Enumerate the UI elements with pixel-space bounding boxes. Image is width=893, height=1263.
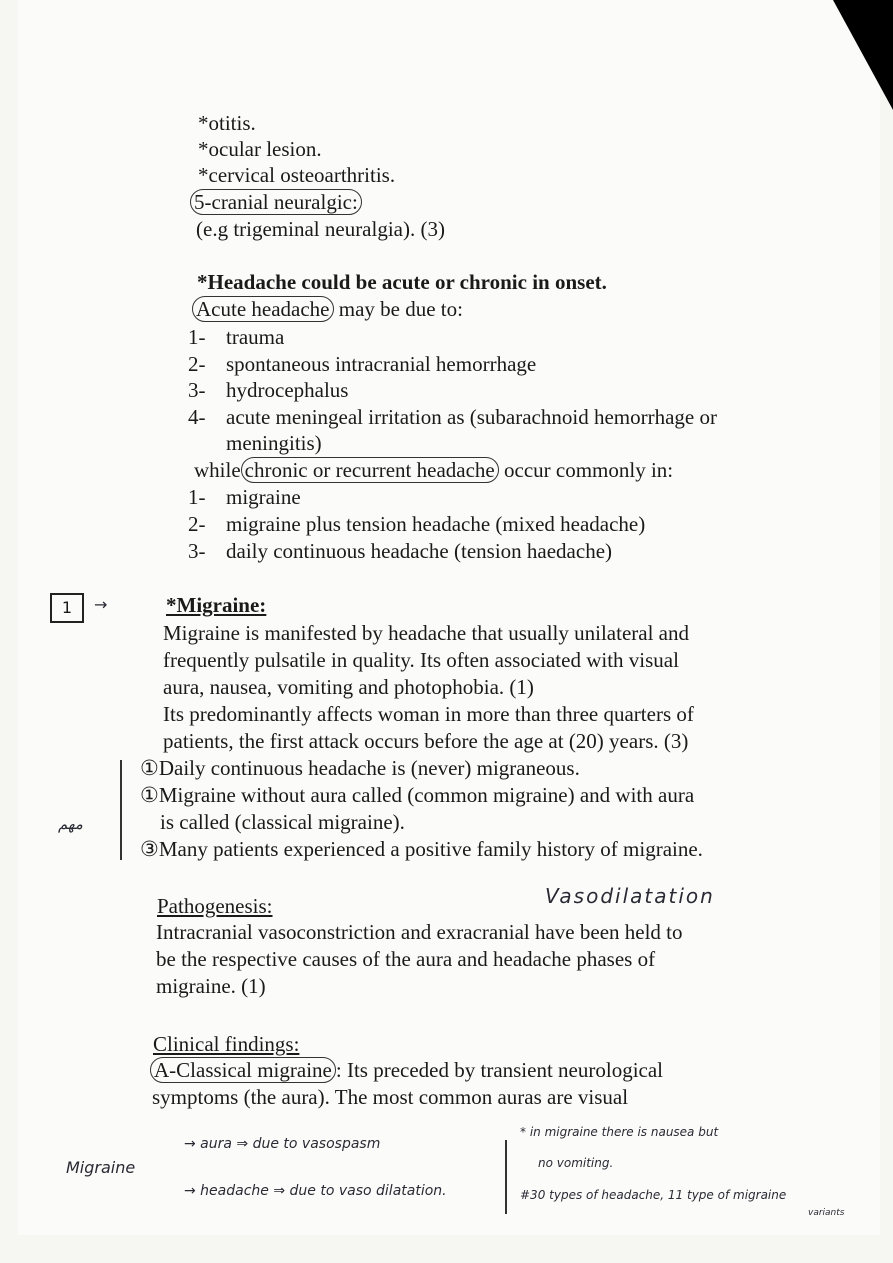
pathogenesis-heading: Pathogenesis: <box>157 894 273 918</box>
page-corner-shadow <box>833 0 893 110</box>
acute-item: 4- acute meningeal irritation as (subarachnoid hemorrhage or <box>188 405 717 429</box>
onset-heading: *Headache could be acute or chronic in onset. <box>197 270 607 294</box>
acute-item: 3- hydrocephalus <box>188 378 349 402</box>
acute-item-cont: meningitis) <box>226 431 322 455</box>
acute-item: 1- trauma <box>188 325 285 349</box>
handwritten-vasodilatation: Vasodilatation <box>545 884 715 908</box>
cause-otitis: *otitis. <box>198 111 256 135</box>
classical-migraine-line: A-Classical migraine : Its preceded by transient neurological <box>150 1057 663 1083</box>
cause-ocular-lesion: *ocular lesion. <box>198 137 322 161</box>
aura-line: symptoms (the aura). The most common auras are visual <box>152 1085 629 1109</box>
chronic-headache-line: while chronic or recurrent headache occur commonly in: <box>194 458 674 482</box>
handwritten-variants-note: variants <box>808 1208 845 1218</box>
handwritten-nausea-note: * in migraine there is nausea but <box>520 1125 719 1139</box>
margin-arrow-note: → <box>94 595 108 614</box>
migraine-bullet: ①Migraine without aura called (common migraine) and with aura <box>140 783 695 807</box>
margin-handwritten-note: مهم <box>58 815 83 833</box>
bottom-margin <box>0 1235 893 1263</box>
acute-item: 2- spontaneous intracranial hemorrhage <box>188 352 537 376</box>
handwritten-vomiting-note: no vomiting. <box>538 1156 614 1170</box>
handwritten-types-note: #30 types of headache, 11 type of migraine <box>520 1188 787 1202</box>
margin-brace <box>120 760 132 860</box>
chronic-item: 2- migraine plus tension headache (mixed headache) <box>188 512 646 536</box>
handwritten-headache-note: → headache ⇒ due to vaso dilatation. <box>184 1183 447 1199</box>
migraine-bullet-cont: is called (classical migraine). <box>160 810 405 834</box>
migraine-heading: *Migraine: <box>166 593 267 617</box>
chronic-item: 3- daily continuous headache (tension haedache) <box>188 539 613 563</box>
migraine-para-line: Its predominantly affects woman in more than three quarters of <box>163 702 694 726</box>
migraine-para-line: frequently pulsatile in quality. Its often associated with visual <box>163 648 679 672</box>
acute-headache-line: Acute headache may be due to: <box>192 296 463 322</box>
boxed-number: 1 <box>50 593 84 623</box>
cause-cervical: *cervical osteoarthritis. <box>198 163 396 187</box>
pathogenesis-line: Intracranial vasoconstriction and exracranial have been held to <box>156 920 683 944</box>
chronic-item: 1- migraine <box>188 485 301 509</box>
notes-brace <box>505 1140 513 1214</box>
clinical-heading: Clinical findings: <box>153 1032 300 1056</box>
pathogenesis-line: migraine. (1) <box>156 974 266 998</box>
migraine-bullet: ③Many patients experienced a positive family history of migraine. <box>140 837 703 861</box>
migraine-para-line: Migraine is manifested by headache that usually unilateral and <box>163 621 689 645</box>
trigeminal-example: (e.g trigeminal neuralgia). (3) <box>196 217 445 241</box>
handwritten-migraine-label: Migraine <box>66 1158 136 1177</box>
migraine-para-line: patients, the first attack occurs before the age at (20) years. (3) <box>163 729 689 753</box>
document-page <box>18 0 880 1235</box>
cause-cranial-neuralgic: 5-cranial neuralgic: <box>190 189 362 215</box>
pathogenesis-line: be the respective causes of the aura and headache phases of <box>156 947 656 971</box>
handwritten-aura-note: → aura ⇒ due to vasospasm <box>184 1136 381 1152</box>
migraine-bullet: ①Daily continuous headache is (never) migraneous. <box>140 756 580 780</box>
migraine-para-line: aura, nausea, vomiting and photophobia. (1) <box>163 675 534 699</box>
